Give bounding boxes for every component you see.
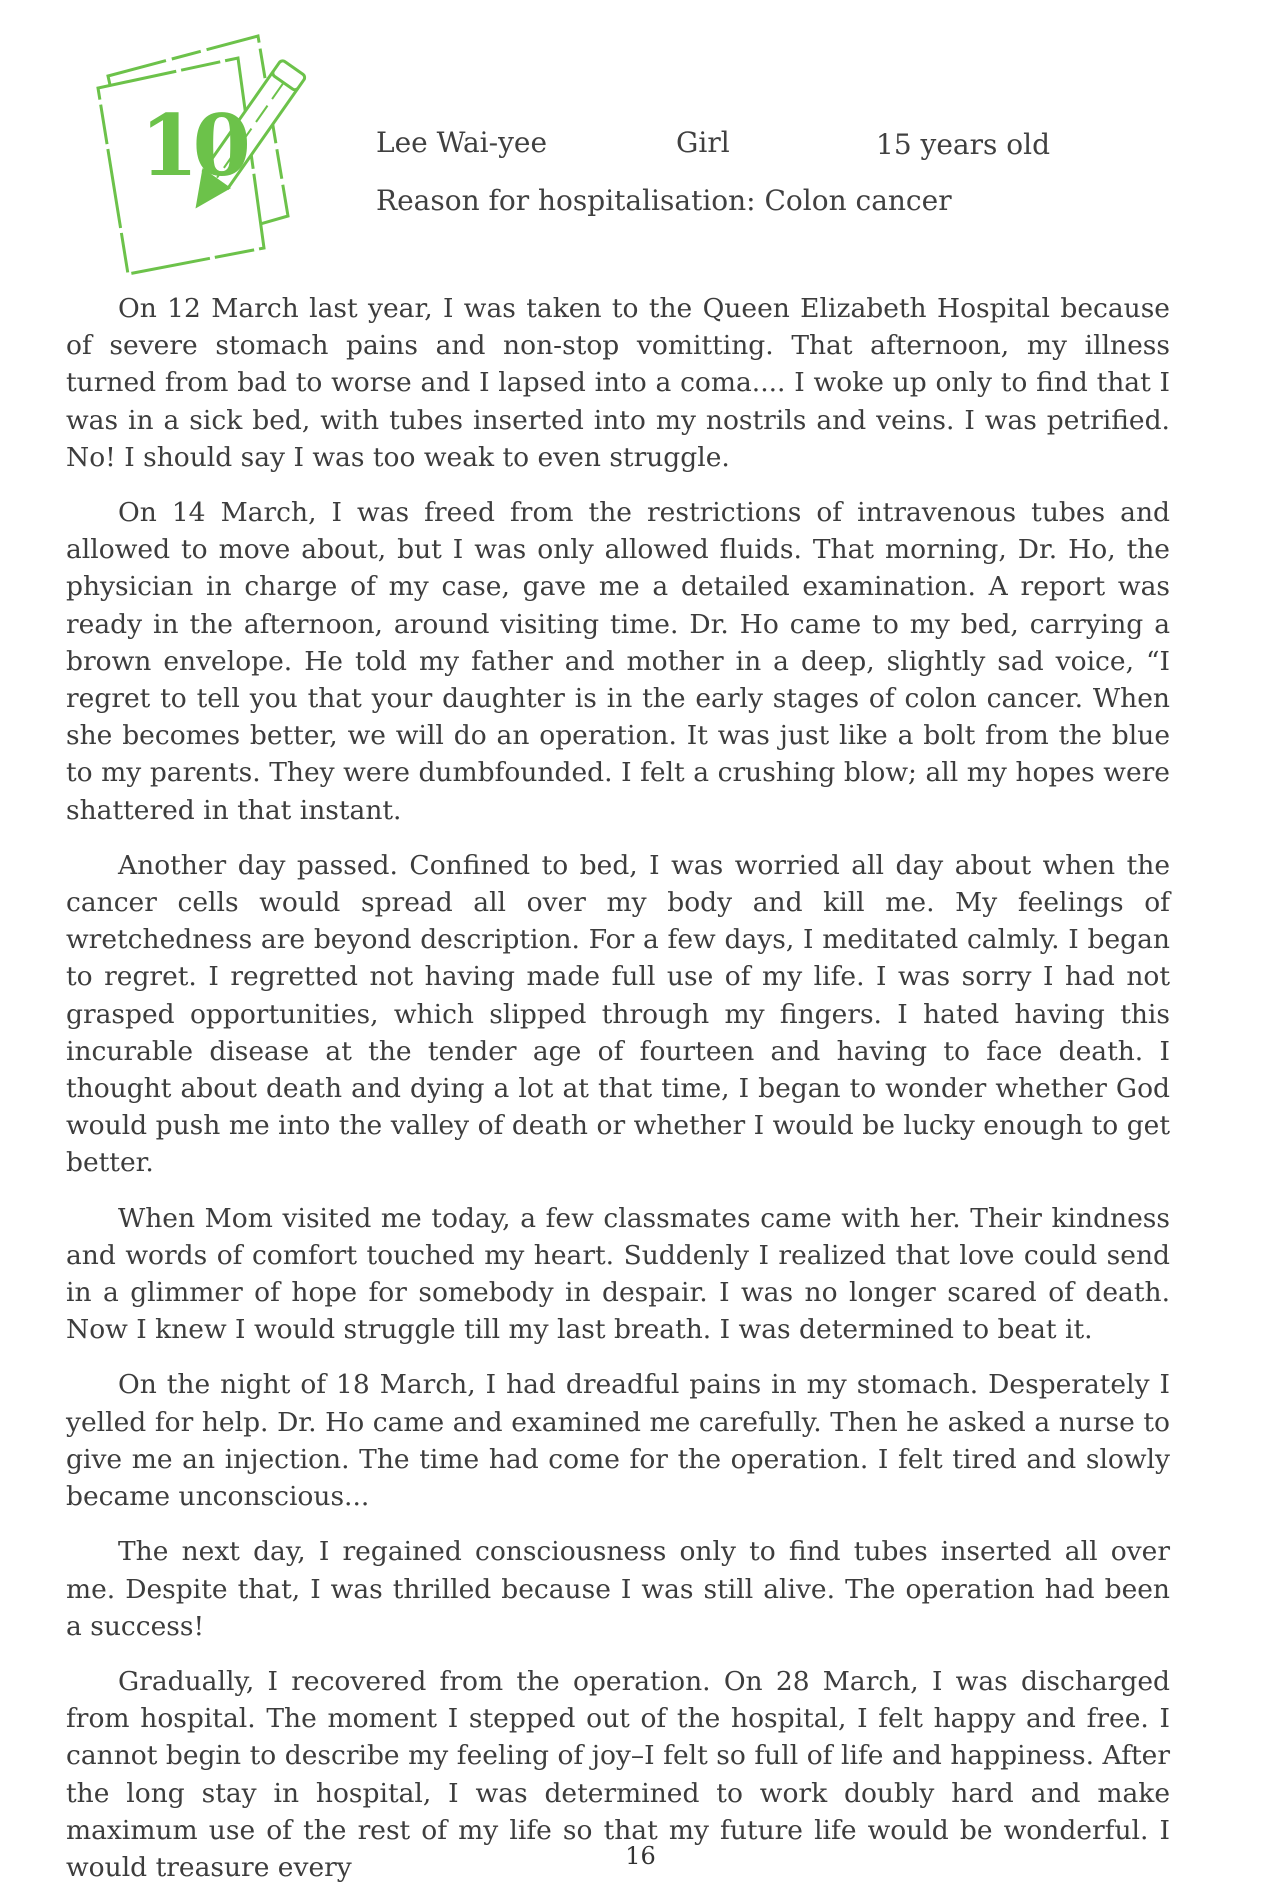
paragraph: When Mom visited me today, a few classmates came with her. Their kindness and words of comfort touched my heart. Suddenly I realized that love could send in a glimmer of hope for somebody in despair. I was no longer scared of death. Now I knew I would struggle till my last breath. I was determined to beat it.	[66, 1202, 1170, 1346]
profile-age: 15 years old	[876, 128, 1051, 161]
paragraph: Gradually, I recovered from the operation. On 28 March, I was discharged from hospital. The moment I stepped out of the hospital, I felt happy and free. I cannot begin to describe my feeling of joy–I felt so full of life and happiness. After the long stay in hospital, I was determined to work doubly hard and make maximum use of the rest of my life so that my future life would be wonderful. I would treasure every	[66, 1665, 1170, 1883]
story-number: 10	[140, 96, 245, 195]
story-body	[66, 290, 1170, 1904]
profile-gender: Girl	[676, 126, 730, 159]
page-number: 16	[625, 1842, 656, 1870]
paragraph: On 14 March, I was freed from the restrictions of intravenous tubes and allowed to move about, but I was only allowed fluids. That morning, Dr. Ho, the physician in charge of my case, gave me a detailed examination. A report was ready in the afternoon, around visiting time. Dr. Ho came to my bed, carrying a brown envelope. He told my father and mother in a deep, slightly sad voice, “I regret to tell you that your daughter is in the early stages of colon cancer. When she becomes better, we will do an operation. It was just like a bolt from the blue to my parents. They were dumbfounded. I felt a crushing blow; all my hopes were shattered in that instant.	[66, 497, 1170, 826]
paragraph: The next day, I regained consciousness only to find tubes inserted all over me. Despite that, I was thrilled because I was still alive. The operation had been a success!	[66, 1536, 1170, 1642]
profile-header	[376, 118, 1176, 217]
profile-name: Lee Wai-yee	[376, 126, 548, 159]
story-number-badge	[88, 16, 348, 276]
paragraph: Another day passed. Confined to bed, I was worried all day about when the cancer cells would spread all over my body and kill me. My feelings of wretchedness are beyond description. For a few days, I meditated calmly. I began to regret. I regretted not having made full use of my life. I was sorry I had not grasped opportunities, which slipped through my fingers. I hated having this incurable disease at the tender age of fourteen and having to face death. I thought about death and dying a lot at that time, I began to wonder whether God would push me into the valley of death or whether I would be lucky enough to get better.	[66, 849, 1170, 1179]
paragraph: On the night of 18 March, I had dreadful pains in my stomach. Desperately I yelled for help. Dr. Ho came and examined me carefully. Then he asked a nurse to give me an injection. The time had come for the operation. I felt tired and slowly became unconscious...	[66, 1369, 1170, 1513]
paragraph: On 12 March last year, I was taken to the Queen Elizabeth Hospital because of severe stomach pains and non-stop vomitting. That afternoon, my illness turned from bad to worse and I lapsed into a coma.... I woke up only to find that I was in a sick bed, with tubes inserted into my nostrils and veins. I was petrified. No! I should say I was too weak to even struggle.	[66, 293, 1170, 473]
profile-reason: Reason for hospitalisation: Colon cancer	[376, 184, 952, 217]
